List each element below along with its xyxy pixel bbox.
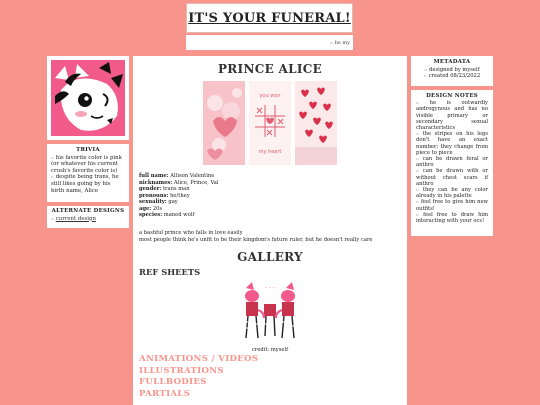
subtitle-text: be my [334,40,350,46]
info-row: pronouns: he/they [139,192,190,199]
character-name: PRINCE ALICE [217,62,323,76]
alternate-design-item [51,216,125,223]
bullet-icon: ▫ [416,131,421,137]
gallery-links [139,354,258,400]
info-row: sexuality: gay [139,199,178,205]
bullet-icon: ▫ [51,215,54,221]
trivia-title: TRIVIA [76,147,100,153]
ref-sheets-title: REF SHEETS [139,267,201,277]
design-note: ▫ feel free to draw him interacting with your ocs! [416,211,488,225]
info-row: age: 20s [139,205,163,212]
design-note: ▫ can be drawn feral or anthro [416,156,488,169]
avatar [51,60,125,136]
title-banner [186,3,353,33]
moodboard-top-text: you won [259,93,281,99]
bio-line: most people think he's unfit to be their kingdom's future ruler, but he doesn't really care [139,236,373,243]
bullet-icon: ▫ [416,199,420,205]
ref-credit: credit: myself [251,347,289,353]
svg-text:~ ~ ~: ~ ~ ~ [265,285,275,289]
trivia-item: ▫ his favorite color is pink (or whatever his current crush's favorite color is) [51,154,122,174]
metadata-item: ▫ designed by myself [424,66,480,73]
bio-line: a bashful prince who falls in love easily [139,230,243,236]
page-title: IT'S YOUR FUNERAL! [188,11,351,26]
design-notes-title: DESIGN NOTES [426,93,478,99]
character-info [139,173,401,219]
character-bio [139,230,401,243]
bullet-icon: ▫ [416,100,428,106]
info-row: species: maned wolf [139,212,195,218]
design-note: ▫ the stripes on his legs don't have an exact number; they change from piece to piece [416,131,488,156]
gallery-title: GALLERY [237,250,303,264]
metadata-item: ▫ created 08/23/2022 [423,73,481,79]
alternate-designs-title: ALTERNATE DESIGNS [51,208,125,214]
metadata-panel [411,56,493,86]
gallery-link-fullbodies[interactable]: FULLBODIES [139,377,207,387]
floating-hearts-image [295,81,337,165]
avatar-panel [47,56,129,140]
design-note: ▫ can be drawn with or without chest scars if anthro [416,168,488,187]
bullet-icon: ▫ [423,73,427,78]
gallery-link-illustrations[interactable]: ILLUSTRATIONS [139,365,224,376]
bullet-icon: ▫ [416,211,422,217]
bullet-icon: ▫ [329,40,333,45]
design-note: ▫ they can be any color already in his palette [416,187,488,200]
candy-hearts-image [203,81,245,165]
design-notes-panel [411,90,493,236]
bullet-icon: ▫ [416,187,421,193]
current-design-link[interactable]: current design [55,215,96,222]
gallery-link-animations[interactable]: ANIMATIONS / VIDEOS [139,354,259,364]
moodboard-bottom-text: my heart [258,149,282,155]
info-row: nicknames: Alice, Prince, Val [139,179,219,186]
gallery-link-partials[interactable]: PARTIALS [139,388,191,399]
bullet-icon: ▫ [416,156,421,162]
trivia-item: ▫ despite being trans, he still likes going by his birth name, Alice [51,174,119,194]
bullet-icon: ▫ [51,154,54,160]
design-note: ▫ feel free to give him new outfits! [416,199,488,212]
subtitle-bar [186,35,353,50]
wolf-avatar-icon [51,60,125,136]
trivia-panel [47,144,129,202]
main-panel [133,56,407,405]
bullet-icon: ▫ [51,174,54,180]
info-row: full name: Allison Valentine [139,173,215,179]
tic-tac-toe-image [249,81,291,165]
ref-sheet-image[interactable] [236,280,304,342]
info-row: gender: trans man [139,186,190,192]
bullet-icon: ▫ [424,66,428,72]
bullet-icon: ▫ [416,168,421,174]
alternate-designs-panel [47,206,129,228]
design-note: ▫ he is outwardly androgynous and has no visible primary or secondary sexual characteristics [416,100,488,132]
metadata-title: METADATA [433,59,471,65]
